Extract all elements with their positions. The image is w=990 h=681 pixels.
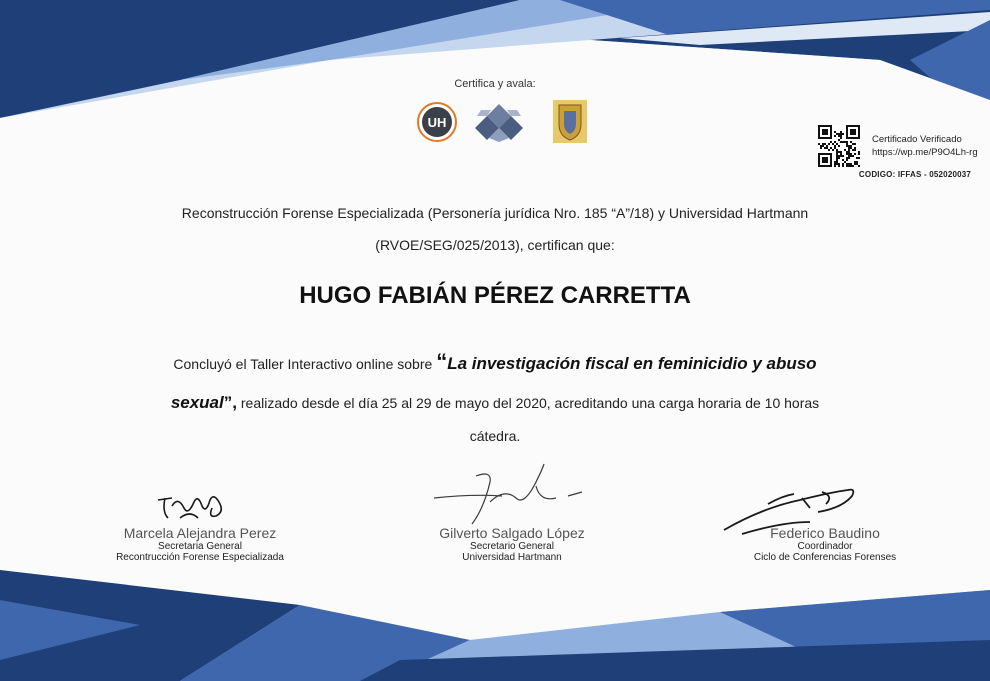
signature-block-2 [407, 525, 617, 563]
universidad-hartmann-logo [417, 102, 457, 142]
signatory-name: Federico Baudino [770, 525, 880, 541]
signatory-role: Secretario General [470, 541, 554, 552]
verification-code: CODIGO: IFFAS - 052020037 [858, 170, 972, 179]
recipient-name: HUGO FABIÁN PÉREZ CARRETTA [299, 282, 691, 309]
completion-line-1 [0, 349, 990, 375]
completion-line-2 [0, 393, 990, 413]
diamond-logo [471, 102, 527, 142]
signatory-institution: Recontrucción Forense Especializada [116, 552, 284, 563]
signatory-name: Gilverto Salgado López [439, 525, 585, 541]
verified-title: Certificado Verificado [872, 134, 962, 145]
shield-logo [553, 100, 587, 143]
verification-qr-code[interactable] [818, 125, 860, 167]
signature-block-3 [720, 525, 930, 563]
verification-url[interactable]: https://wp.me/P9O4Lh-rg [872, 147, 978, 158]
completion-line-3: cátedra. [469, 428, 521, 444]
signatory-institution: Universidad Hartmann [462, 552, 562, 563]
completion-suffix: realizado desde el día 25 al 29 de mayo del 2020, acreditando una carga horaria de 10 horas [236, 395, 820, 411]
signature-scribble-1 [150, 488, 240, 528]
intro-line-1: Reconstrucción Forense Especializada (Personería jurídica Nro. 185 “A”/18) y Universidad Hartmann [181, 205, 809, 221]
course-title-part1: La investigación fiscal en feminicidio y abuso [447, 354, 817, 373]
signatory-name: Marcela Alejandra Perez [123, 525, 277, 541]
course-title-part2: sexual [170, 393, 224, 412]
completion-prefix: Concluyó el Taller Interactivo online sobre [173, 356, 437, 372]
intro-line-2: (RVOE/SEG/025/2013), certifican que: [375, 237, 615, 253]
signatory-role: Secretaria General [158, 541, 242, 552]
uh-logo-text: UH [427, 115, 447, 130]
signature-scribble-2 [432, 462, 592, 532]
open-quote: “ [436, 349, 448, 374]
close-quote: ”, [223, 393, 237, 412]
signatory-role: Coordinador [797, 541, 853, 552]
verification-info [872, 133, 978, 159]
signatory-institution: Ciclo de Conferencias Forenses [753, 552, 897, 563]
signature-block-1 [95, 525, 305, 563]
certifies-label: Certifica y avala: [454, 78, 536, 90]
